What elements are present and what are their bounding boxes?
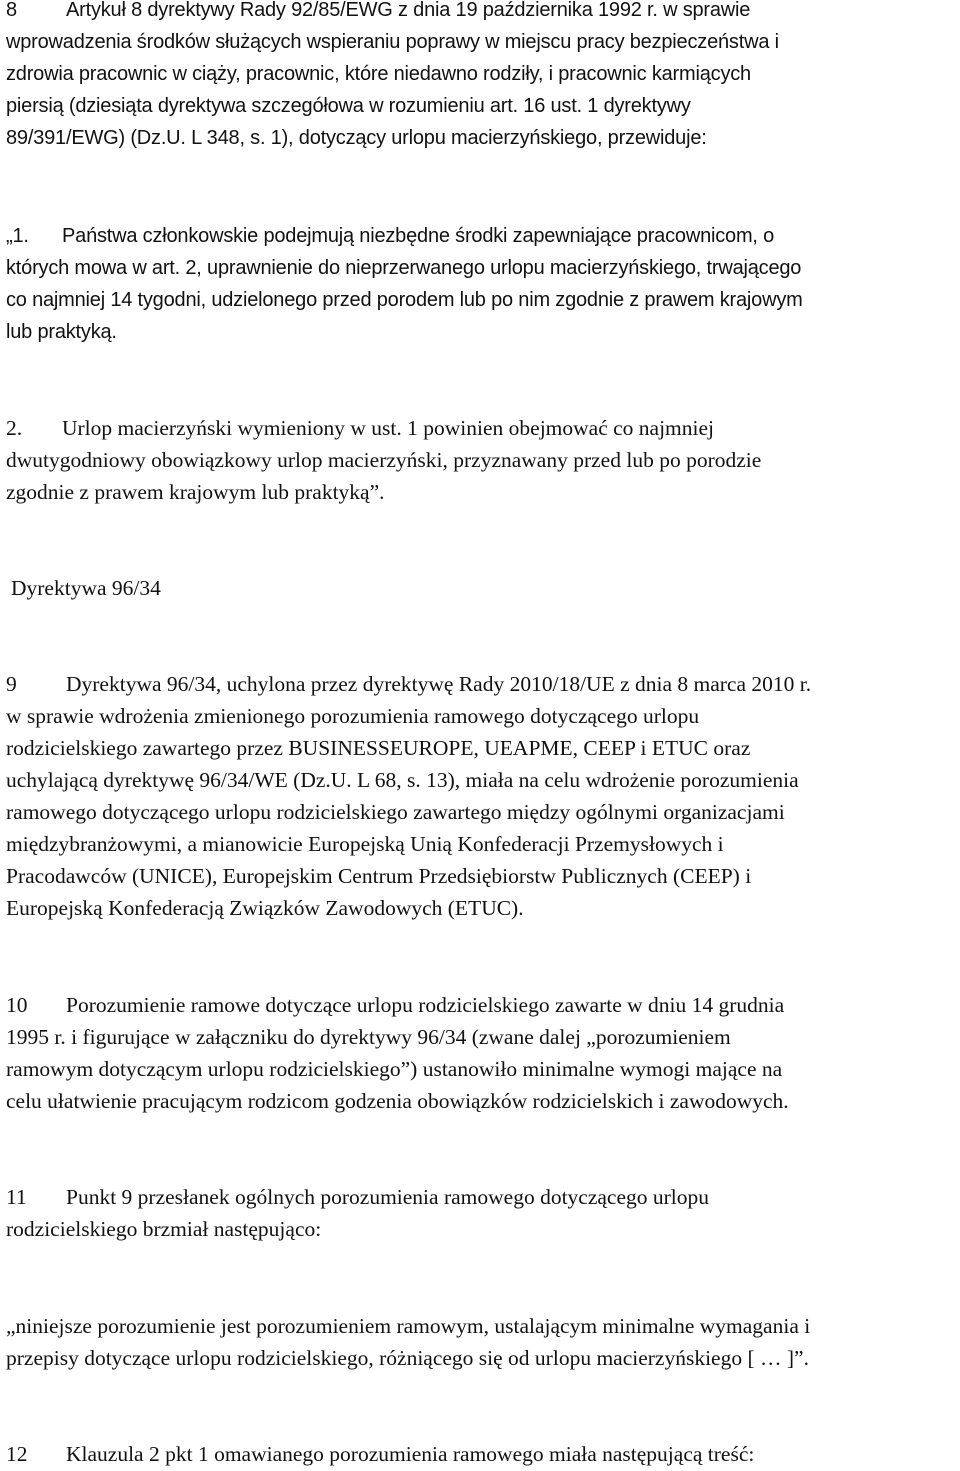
paragraph-line: Europejską Konfederacją Związków Zawodowych (ETUC). xyxy=(6,896,524,920)
paragraph-number: 10 xyxy=(6,993,28,1017)
paragraph-line: Pracodawców (UNICE), Europejskim Centrum Przedsiębiorstw Publicznych (CEEP) i xyxy=(6,864,752,888)
paragraph-line: Dyrektywa 96/34, uchylona przez dyrektywę Rady 2010/18/UE z dnia 8 marca 2010 r. xyxy=(66,672,812,696)
paragraph-line: uchylającą dyrektywę 96/34/WE (Dz.U. L 68, s. 13), miała na celu wdrożenie porozumienia xyxy=(6,768,799,792)
paragraph-line: Urlop macierzyński wymieniony w ust. 1 powinien obejmować co najmniej xyxy=(62,416,715,440)
paragraph-line: Porozumienie ramowe dotyczące urlopu rodzicielskiego zawarte w dniu 14 grudnia xyxy=(66,993,785,1017)
paragraph-line: w sprawie wdrożenia zmienionego porozumienia ramowego dotyczącego urlopu xyxy=(6,704,700,728)
paragraph-line: Punkt 9 przesłanek ogólnych porozumienia ramowego dotyczącego urlopu xyxy=(66,1185,710,1209)
paragraph-line: Artykuł 8 dyrektywy Rady 92/85/EWG z dnia 19 października 1992 r. w sprawie xyxy=(66,0,751,21)
paragraph-line: lub praktyką. xyxy=(6,321,117,343)
paragraph-number: 2. xyxy=(6,416,23,440)
paragraph-line: 1995 r. i figurujące w załączniku do dyrektywy 96/34 (zwane dalej „porozumieniem xyxy=(6,1025,731,1049)
paragraph-line: wprowadzenia środków służących wspieraniu poprawy w miejscu pracy bezpieczeństwa i xyxy=(6,31,779,53)
paragraph-line: celu ułatwienie pracującym rodzicom godzenia obowiązków rodzicielskich i zawodowych. xyxy=(6,1089,789,1113)
paragraph-number: „1. xyxy=(6,225,29,247)
paragraph-number: 11 xyxy=(6,1185,27,1209)
paragraph-number: 8 xyxy=(6,0,17,21)
paragraph-line: piersią (dziesiąta dyrektywa szczegółowa w rozumieniu art. 16 ust. 1 dyrektywy xyxy=(6,95,691,117)
paragraph-line: rodzicielskiego zawartego przez BUSINESSEUROPE, UEAPME, CEEP i ETUC oraz xyxy=(6,736,751,760)
paragraph-number: 12 xyxy=(6,1442,28,1466)
paragraph-line: rodzicielskiego brzmiał następująco: xyxy=(6,1217,322,1241)
paragraph-line: zgodnie z prawem krajowym lub praktyką”. xyxy=(6,480,385,504)
paragraph-line: Państwa członkowskie podejmują niezbędne środki zapewniające pracownicom, o xyxy=(62,225,775,247)
paragraph-line: których mowa w art. 2, uprawnienie do nieprzerwanego urlopu macierzyńskiego, trwającego xyxy=(6,257,802,279)
section-heading: Dyrektywa 96/34 xyxy=(11,576,161,600)
paragraph-number: 9 xyxy=(6,672,17,696)
paragraph-line: ramowym dotyczącym urlopu rodzicielskiego”) ustanowiło minimalne wymogi mające na xyxy=(6,1057,783,1081)
paragraph-line: ramowego dotyczącego urlopu rodzicielskiego zawartego między ogólnymi organizacjami xyxy=(6,800,785,824)
paragraph-line: dwutygodniowy obowiązkowy urlop macierzyński, przyznawany przed lub po porodzie xyxy=(6,448,762,472)
paragraph-line: co najmniej 14 tygodni, udzielonego przed porodem lub po nim zgodnie z prawem krajowym xyxy=(6,289,803,311)
paragraph-line: Klauzula 2 pkt 1 omawianego porozumienia ramowego miała następującą treść: xyxy=(66,1442,755,1466)
paragraph-line: przepisy dotyczące urlopu rodzicielskiego, różniącego się od urlopu macierzyńskiego [ … ]”. xyxy=(6,1346,809,1370)
paragraph-line: międzybranżowymi, a mianowicie Europejską Unią Konfederacji Przemysłowych i xyxy=(6,832,724,856)
paragraph-line: zdrowia pracownic w ciąży, pracownic, które niedawno rodziły, i pracownic karmiących xyxy=(6,63,751,85)
paragraph-line: 89/391/EWG) (Dz.U. L 348, s. 1), dotyczący urlopu macierzyńskiego, przewiduje: xyxy=(6,127,707,149)
paragraph-line: „niniejsze porozumienie jest porozumieniem ramowym, ustalającym minimalne wymagania i xyxy=(6,1314,811,1338)
